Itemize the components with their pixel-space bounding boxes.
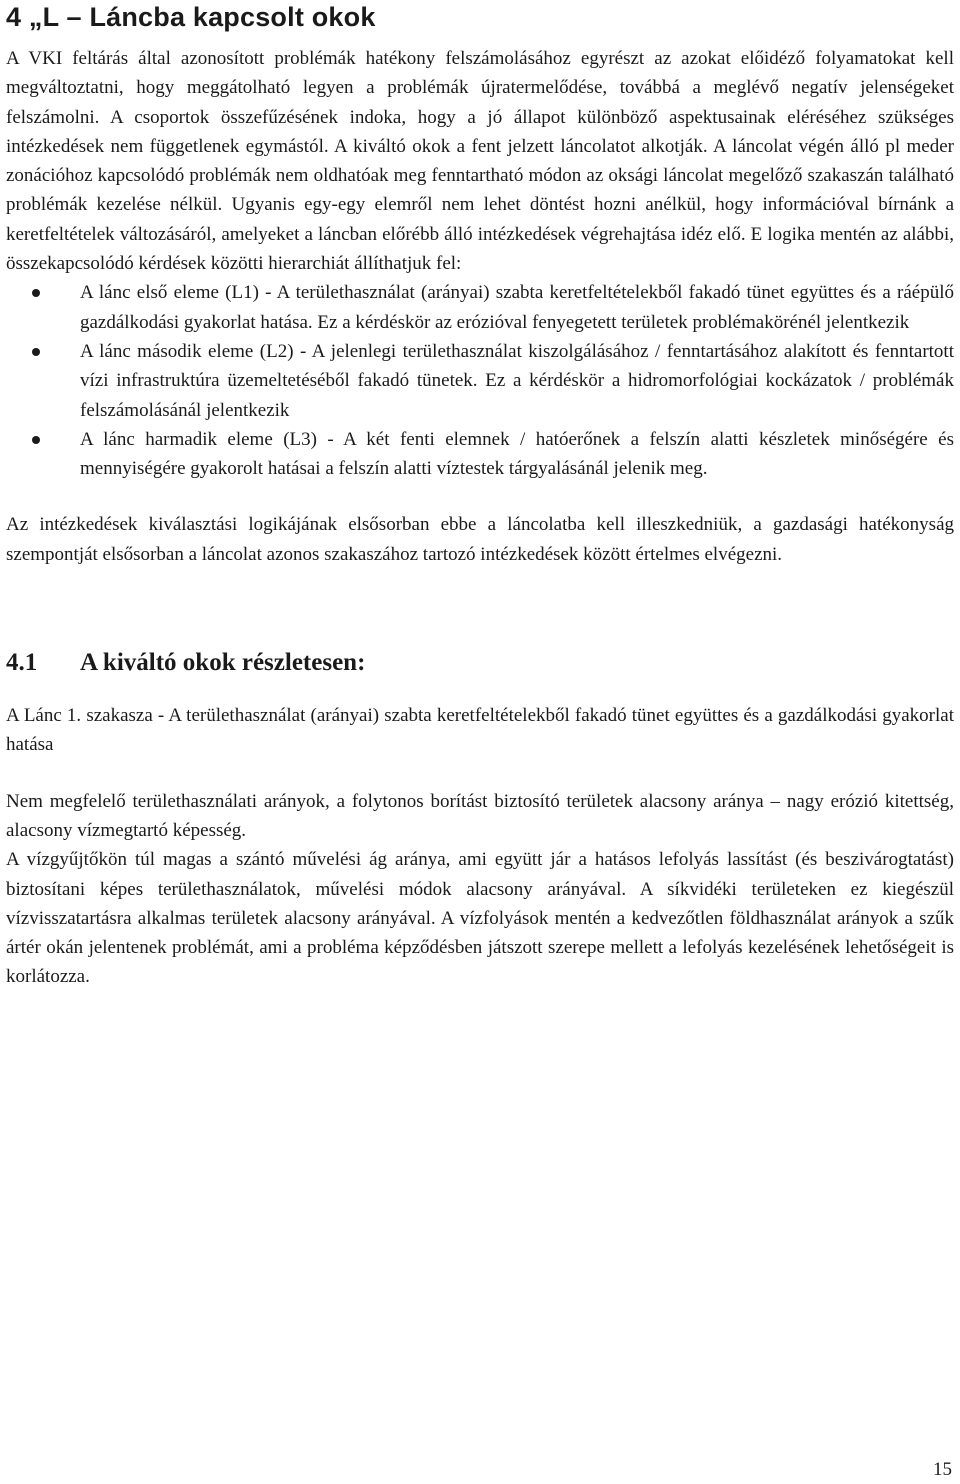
list-item (6, 337, 954, 425)
bullet-icon (32, 289, 40, 297)
section-heading (6, 647, 954, 679)
selection-paragraph: Az intézkedések kiválasztási logikájának elsősorban ebbe a láncolatba kell illeszkedniük, a gazdasági hatékonyság szempontját elsősorban a láncolat azonos szakaszához tartozó intézkedések között értelmes elvégezni. (6, 514, 954, 565)
intro-paragraph: A VKI feltárás által azonosított problémák hatékony felszámolásához egyrészt az azokat előidéző folyamatokat kell megváltoztatni, hogy meggátolható legyen a problémák újratermelődése, továbbá a meglévő negatív jelenségeket felszámolni. A csoportok összefűzésének indoka, hogy a jó állapot különböző aspektusainak eléréséhez szükséges intézkedések nem függetlenek egymástól. A kiváltó okok a fent jelzett láncolatot alkotják. A láncolat végén álló pl meder zonációhoz kapcsolódó problémák nem oldhatóak meg fenntartható módon az oksági láncolat megelőző szakaszán található problémák kezelése nélkül. Ugyanis egy-egy elemről nem lehet döntést hozni anélkül, hogy információval bírnánk a keretfeltételek változásáról, amelyeket a láncban előrébb álló intézkedések végrehajtása idéz elő. E logika mentén az alábbi, összekapcsolódó kérdések közötti hierarchiát állíthatjuk fel: (6, 48, 954, 275)
list-item-text: A lánc első eleme (L1) - A területhasználat (arányai) szabta keretfeltételekből fakadó tünet együttes és a ráépülő gazdálkodási gyakorlat hatása. Ez a kérdéskör az erózióval fenyegetett területek problémakörénél jelentkezik (80, 282, 954, 333)
list-item-text: A lánc harmadik eleme (L3) - A két fenti elemnek / hatóerőnek a felszín alatti készletek minőségére és mennyiségére gyakorolt hatásai a felszín alatti víztestek tárgyalásánál jelenik meg. (80, 428, 954, 480)
page-number: 15 (933, 1459, 952, 1480)
document-page (6, 0, 954, 992)
bullet-icon (32, 436, 40, 444)
section-number: 4.1 (6, 649, 38, 677)
list-item-text: A lánc második eleme (L2) - A jelenlegi területhasználat kiszolgálásához / fenntartásához alakított és fenntartott vízi infrastruktúra üzemeltetéséből fakadó tünetek. Ez a kérdéskör a hidromorfológiai kockázatok / problémák felszámolásánál jelentkezik (80, 340, 954, 421)
chain1-paragraph: A Lánc 1. szakasza - A területhasználat (arányai) szabta keretfeltételekből fakadó tünet együttes és a gazdálkodási gyakorlat hatása (6, 705, 954, 756)
landuse-paragraph: Nem megfelelő területhasználati arányok, a folytonos borítást biztosító területek alacsony aránya – nagy erózió kitettség, alacsony vízmegtartó képesség. (6, 790, 954, 841)
list-item (6, 278, 954, 337)
section-title: A kiváltó okok részletesen: (80, 649, 366, 677)
landuse-detail-paragraph: A vízgyűjtőkön túl magas a szántó művelési ág aránya, ami együtt jár a hatásos lefolyás lassítást (és beszivárogtatást) biztosítani képes területhasználatok, művelési módok alacsony arányával. A síkvidéki területeken ez kiegészül vízvisszatartásra alkalmas területek alacsony arányával. A vízfolyások mentén a kedvezőtlen földhasználat arányok a szűk ártér okán jelentenek problémát, ami a probléma képződésben játszott szerepe mellett a lefolyás kezelésének lehetőségeit is korlátozza. (6, 849, 954, 988)
bullet-icon (32, 348, 40, 356)
chapter-heading: 4 „L – Láncba kapcsolt okok (6, 2, 376, 32)
chain-element-list (6, 278, 954, 483)
list-item (6, 425, 954, 484)
